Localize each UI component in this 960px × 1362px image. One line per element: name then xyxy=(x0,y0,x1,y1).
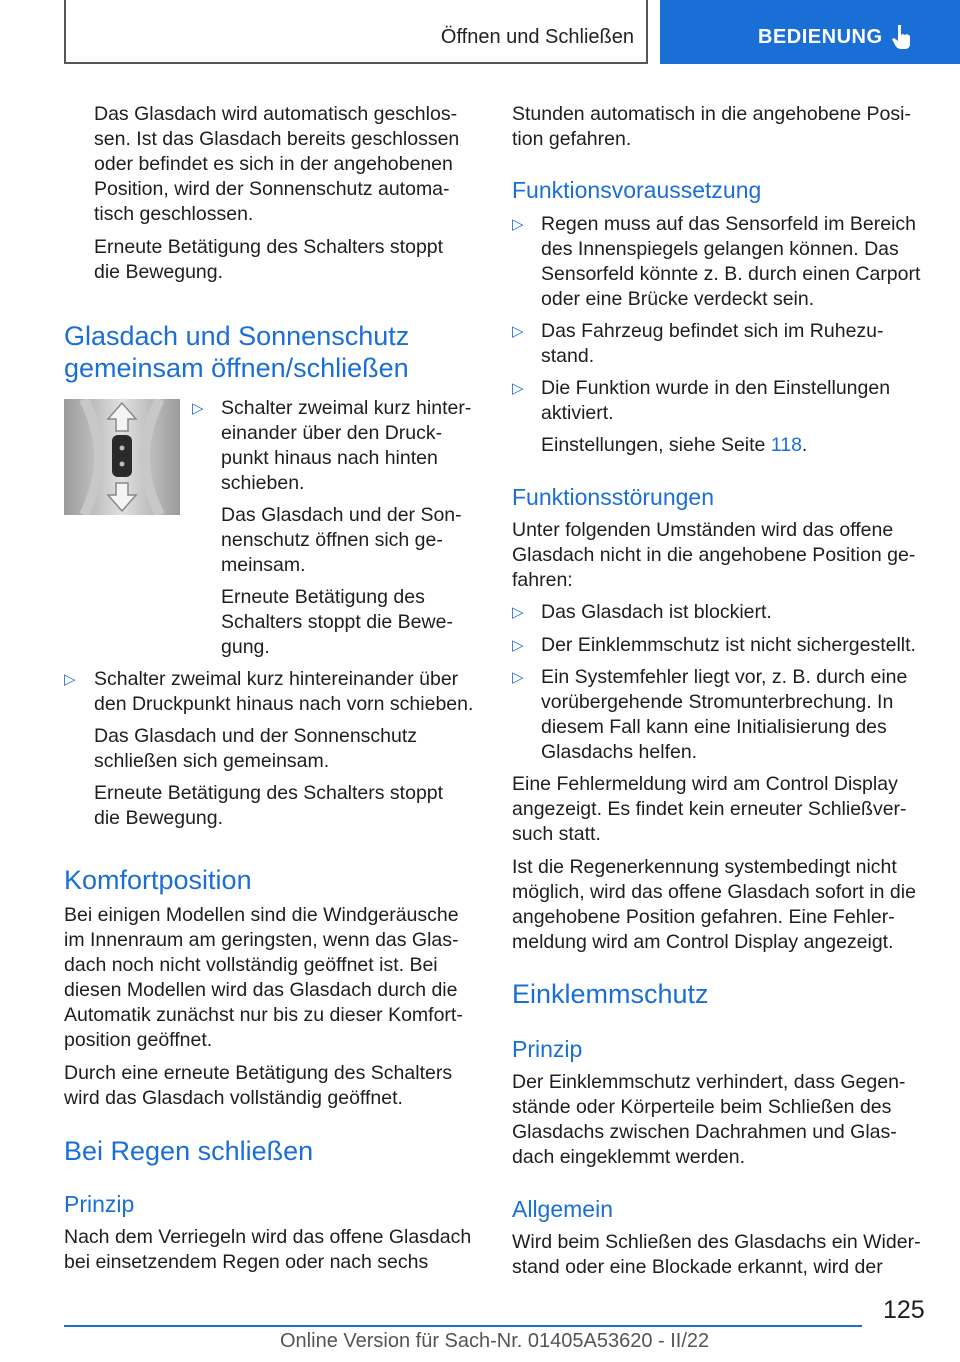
fv-page-reference: Einstellungen, siehe Seite 118. xyxy=(541,434,808,456)
bullet-triangle-icon: ▷ xyxy=(512,669,524,686)
fv-bullet-einstellungen: Die Funktion wurde in den Einstellungen aktiviert. xyxy=(541,377,891,424)
heading-einklemmschutz: Einklemmschutz xyxy=(512,979,709,1009)
regen-paragraph: Nach dem Verriegeln wird das offene Glasdach bei einsetzendem Regen oder nach sechs xyxy=(64,1226,472,1273)
header-section-tab xyxy=(64,0,648,64)
pointing-hand-icon xyxy=(892,24,914,50)
bullet-triangle-icon: ▷ xyxy=(512,637,524,654)
header-chapter-label: BEDIENUNG xyxy=(758,26,883,48)
heading-glasdach-gemeinsam: Glasdach und Sonnenschutz gemeinsam öffnen/schließen xyxy=(64,321,410,383)
fs-intro-paragraph: Unter folgenden Umständen wird das offene Glasdach nicht in die angehobene Position ge- fahren: xyxy=(512,519,916,591)
bullet-item-close-detail: Das Glasdach und der Sonnenschutz schließen sich gemeinsam. xyxy=(94,725,418,772)
bullet-triangle-icon: ▷ xyxy=(64,671,76,688)
footer-online-version: Online Version für Sach-Nr. 01405A53620 - II/22 xyxy=(280,1330,710,1352)
heading-funktionsstoerungen: Funktionsstörungen xyxy=(512,484,715,510)
heading-prinzip-einklemm: Prinzip xyxy=(512,1036,583,1062)
switch-figure xyxy=(64,399,180,515)
komfort-paragraph-2: Durch eine erneute Betätigung des Schalters wird das Glasdach vollständig geöffnet. xyxy=(64,1062,453,1109)
komfort-paragraph: Bei einigen Modellen sind die Windgeräusche im Innenraum am geringsten, wenn das Glas- dach noch nicht vollständig geöffnet ist. Bei diesen Modellen wird das Glasdach durch die Automatik zunächst nur bis zu dieser Komfort- position geöffnet. xyxy=(64,904,463,1051)
einklemm-paragraph: Der Einklemmschutz verhindert, dass Gegen- stände oder Körperteile beim Schließen des Glasdachs zwischen Dachrahmen und Glas- dach eingeklemmt werden. xyxy=(512,1071,906,1168)
fv-bullet-ruhezustand: Das Fahrzeug befindet sich im Ruhezu- stand. xyxy=(541,320,884,367)
bullet-item-close: Schalter zweimal kurz hintereinander über den Druckpunkt hinaus nach vorn schieben. xyxy=(94,668,474,715)
bullet-item-open-stop: Erneute Betätigung des Schalters stoppt die Bewe- gung. xyxy=(221,586,453,658)
header-section-title: Öffnen und Schließen xyxy=(440,26,634,48)
fs-paragraph-regenerkennung: Ist die Regenerkennung systembedingt nicht möglich, wird das offene Glasdach sofort in die angehobene Position gefahren. Eine Fehler- meldung wird am Control Display angezeigt. xyxy=(512,856,916,953)
heading-komfortposition: Komfortposition xyxy=(64,865,252,895)
intro-paragraph-2: Erneute Betätigung des Schalters stoppt die Bewegung. xyxy=(94,236,444,283)
heading-allgemein: Allgemein xyxy=(512,1196,613,1222)
bullet-triangle-icon: ▷ xyxy=(512,323,524,340)
page-number: 125 xyxy=(883,1296,925,1324)
fs-paragraph-fehlermeldung: Eine Fehlermeldung wird am Control Display angezeigt. Es findet kein erneuter Schließver- such statt. xyxy=(512,773,907,845)
fs-bullet-einklemmschutz: Der Einklemmschutz ist nicht sichergestellt. xyxy=(541,634,916,656)
bullet-item-open: Schalter zweimal kurz hinter- einander über den Druck- punkt hinaus nach hinten schieben. xyxy=(221,397,472,494)
regen-paragraph-cont: Stunden automatisch in die angehobene Posi- tion gefahren. xyxy=(512,103,911,150)
bullet-triangle-icon: ▷ xyxy=(512,604,524,621)
footer-divider xyxy=(64,1325,862,1327)
bullet-triangle-icon: ▷ xyxy=(512,216,524,233)
allgemein-paragraph: Wird beim Schließen des Glasdachs ein Wider- stand oder eine Blockade erkannt, wird der xyxy=(512,1231,921,1278)
bullet-triangle-icon: ▷ xyxy=(192,400,204,417)
bullet-item-close-stop: Erneute Betätigung des Schalters stoppt die Bewegung. xyxy=(94,782,444,829)
heading-prinzip: Prinzip xyxy=(64,1191,135,1217)
bullet-item-open-detail: Das Glasdach und der Son- nenschutz öffnen sich ge- meinsam. xyxy=(221,504,462,576)
header-chapter-tab[interactable] xyxy=(660,0,960,64)
intro-paragraph: Das Glasdach wird automatisch geschlos- sen. Ist das Glasdach bereits geschlossen oder befindet es sich in der angehobenen Position, wird der Sonnenschutz automa- tisch geschlossen. xyxy=(94,103,460,225)
heading-funktionsvoraussetzung: Funktionsvoraussetzung xyxy=(512,177,762,203)
fs-bullet-systemfehler: Ein Systemfehler liegt vor, z. B. durch eine vorübergehende Stromunterbrechung. In diesem Fall kann eine Initialisierung des Glasdachs helfen. xyxy=(541,666,908,763)
fs-bullet-blockiert: Das Glasdach ist blockiert. xyxy=(541,601,772,623)
heading-bei-regen-schliessen: Bei Regen schließen xyxy=(64,1136,314,1166)
fv-bullet-sensor: Regen muss auf das Sensorfeld im Bereich des Innenspiegels gelangen können. Das Sensorfeld könnte z. B. durch einen Carport oder eine Brücke verdeckt sein. xyxy=(541,213,921,310)
page-link-118[interactable]: 118 xyxy=(770,434,802,456)
bullet-triangle-icon: ▷ xyxy=(512,380,524,397)
